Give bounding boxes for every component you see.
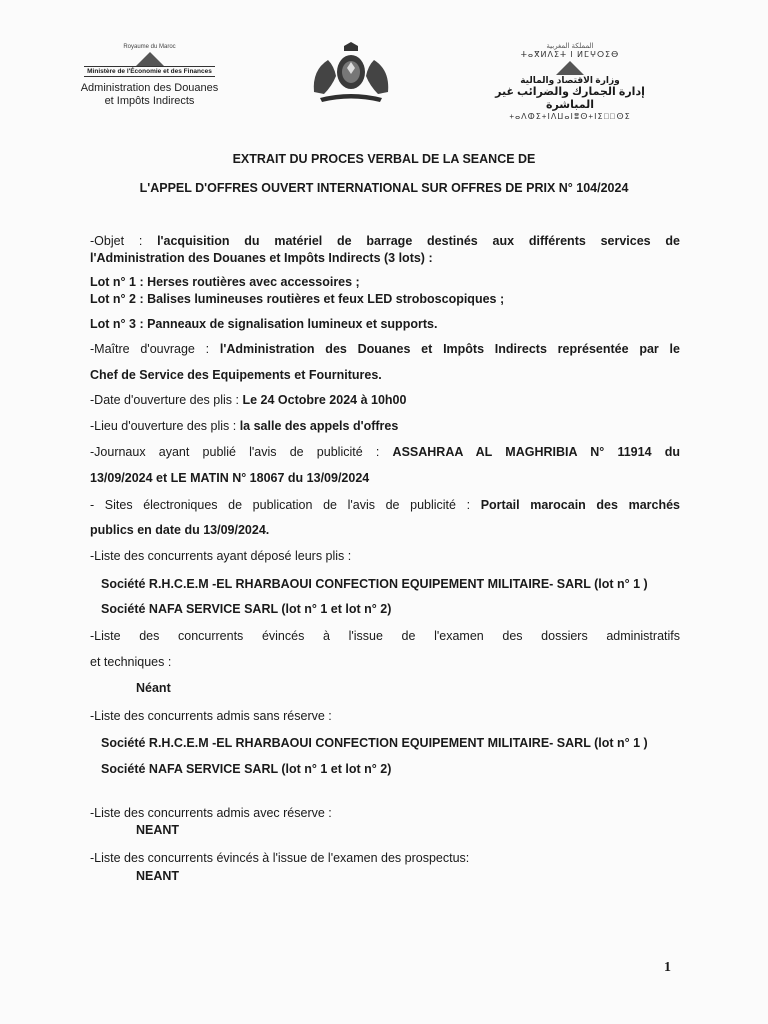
maitre-text-2: Chef de Service des Equipements et Fournitures. bbox=[90, 368, 382, 382]
evinces-admin-label-1: -Liste des concurrents évincés à l'issue de l'examen des dossiers administratifs bbox=[90, 629, 680, 643]
evinces-admin-value bbox=[136, 680, 726, 696]
lieu-ouverture bbox=[90, 418, 680, 434]
admis-sans-reserve-2 bbox=[101, 761, 691, 777]
evinces-prospectus-label: -Liste des concurrents évincés à l'issue de l'examen des prospectus: bbox=[90, 851, 470, 865]
lot-1-text: Herses routières avec accessoires ; bbox=[147, 275, 360, 289]
deposant-1-text: Société R.H.C.E.M -EL RHARBAOUI CONFECTION EQUIPEMENT MILITAIRE- SARL (lot n° 1 ) bbox=[101, 577, 648, 591]
kingdom-arabic-label: المملكة المغربية bbox=[546, 43, 594, 50]
coat-of-arms-icon bbox=[306, 42, 396, 104]
maitre-line1 bbox=[90, 341, 680, 357]
sites-value-2: publics en date du 13/09/2024. bbox=[90, 523, 270, 537]
lot-2-label: Lot n° 2 : bbox=[90, 292, 148, 306]
admis-sans-reserve-2-text: Société NAFA SERVICE SARL (lot n° 1 et lot n° 2) bbox=[101, 762, 392, 776]
objet-text-1: l'acquisition du matériel de barrage destinés aux différents services de bbox=[157, 234, 680, 248]
sites-label: - Sites électroniques de publication de l'avis de publicité : bbox=[90, 498, 481, 512]
lot-2 bbox=[90, 291, 680, 307]
kingdom-label: Royaume du Maroc bbox=[123, 44, 176, 50]
sites-value-1: Portail marocain des marchés bbox=[480, 498, 680, 512]
document-title-line2: L'APPEL D'OFFRES OUVERT INTERNATIONAL SUR OFFRES DE PRIX N° 104/2024 bbox=[139, 181, 629, 195]
ministry-emblem-icon-right bbox=[556, 61, 584, 75]
lieu-value: la salle des appels d'offres bbox=[239, 419, 399, 433]
ministry-arabic-label: وزارة الاقتصاد والمالية bbox=[520, 75, 620, 85]
journaux-value-2: 13/09/2024 et LE MATIN N° 18067 du 13/09/2024 bbox=[90, 471, 370, 485]
journaux-line2 bbox=[90, 470, 680, 486]
deposant-2 bbox=[101, 601, 691, 617]
lot-3-label: Lot n° 3 : bbox=[90, 317, 148, 331]
lot-3-text: Panneaux de signalisation lumineux et supports. bbox=[147, 317, 438, 331]
deposant-2-text: Société NAFA SERVICE SARL (lot n° 1 et lot n° 2) bbox=[101, 602, 392, 616]
ministry-emblem-icon bbox=[136, 52, 164, 66]
admis-sans-reserve-1 bbox=[101, 735, 691, 751]
lot-2-text: Balises lumineuses routières et feux LED stroboscopiques ; bbox=[147, 292, 505, 306]
objet-line1 bbox=[90, 233, 680, 249]
evinces-prospectus-value-text: NEANT bbox=[136, 869, 180, 883]
maitre-text-1: l'Administration des Douanes et Impôts Indirects représentée par le bbox=[219, 342, 680, 356]
evinces-admin-label-2: et techniques : bbox=[90, 655, 172, 669]
admis-avec-reserve-value-text: NEANT bbox=[136, 823, 180, 837]
admin-label-line1: Administration des Douanes bbox=[80, 82, 219, 94]
evinces-admin-value-text: Néant bbox=[136, 681, 171, 695]
objet-line2 bbox=[90, 250, 680, 266]
lieu-label: -Lieu d'ouverture des plis : bbox=[90, 419, 240, 433]
page-number: 1 bbox=[664, 960, 671, 975]
admin-label-line2: et Impôts Indirects bbox=[104, 95, 195, 107]
right-ministry-logo bbox=[470, 42, 670, 121]
left-ministry-logo bbox=[62, 44, 237, 108]
admis-sans-reserve-label: -Liste des concurrents admis sans réserve : bbox=[90, 709, 332, 723]
journaux-label: -Journaux ayant publié l'avis de publicité : bbox=[90, 445, 393, 459]
date-value: Le 24 Octobre 2024 à 10h00 bbox=[242, 393, 407, 407]
admis-avec-reserve-value bbox=[136, 822, 726, 838]
admis-avec-reserve-label: -Liste des concurrents admis avec réserve : bbox=[90, 806, 332, 820]
lot-1-label: Lot n° 1 : bbox=[90, 275, 148, 289]
sites-line1 bbox=[90, 497, 680, 513]
date-ouverture bbox=[90, 392, 680, 408]
admis-sans-reserve-1-text: Société R.H.C.E.M -EL RHARBAOUI CONFECTION EQUIPEMENT MILITAIRE- SARL (lot n° 1 ) bbox=[101, 736, 648, 750]
document-title-line1: EXTRAIT DU PROCES VERBAL DE LA SEANCE DE bbox=[232, 152, 536, 166]
admin-arabic-label: إدارة الجمارك والضرائب غير المباشرة bbox=[495, 86, 645, 111]
ministry-label: Ministère de l'Économie et des Finances bbox=[84, 66, 215, 77]
deposant-1 bbox=[101, 576, 691, 592]
objet-text-2: l'Administration des Douanes et Impôts Indirects (3 lots) : bbox=[90, 251, 433, 265]
admin-tifinagh-label: +ⴰⴷⵀⵉ+ⵏⴷⵡⴰⵏⴻⵙ+ⵏⵉⵍ⵿ⵙⵉ bbox=[509, 112, 631, 121]
objet-label: -Objet : bbox=[90, 234, 158, 248]
maitre-label: -Maître d'ouvrage : bbox=[90, 342, 220, 356]
lot-1 bbox=[90, 274, 680, 290]
kingdom-tifinagh-label: ⵜⴰⴳⵍⴷⵉⵜ ⵏ ⵍⵎⵖⵔⵉⴱ bbox=[520, 50, 620, 59]
evinces-prospectus-value bbox=[136, 868, 726, 884]
journaux-value-1: ASSAHRAA AL MAGHRIBIA N° 11914 du bbox=[392, 445, 680, 459]
journaux-line1 bbox=[90, 444, 680, 460]
sites-line2 bbox=[90, 522, 680, 538]
maitre-line2 bbox=[90, 367, 680, 383]
date-label: -Date d'ouverture des plis : bbox=[90, 393, 243, 407]
deposants-label: -Liste des concurrents ayant déposé leurs plis : bbox=[90, 549, 352, 563]
lot-3 bbox=[90, 316, 680, 332]
